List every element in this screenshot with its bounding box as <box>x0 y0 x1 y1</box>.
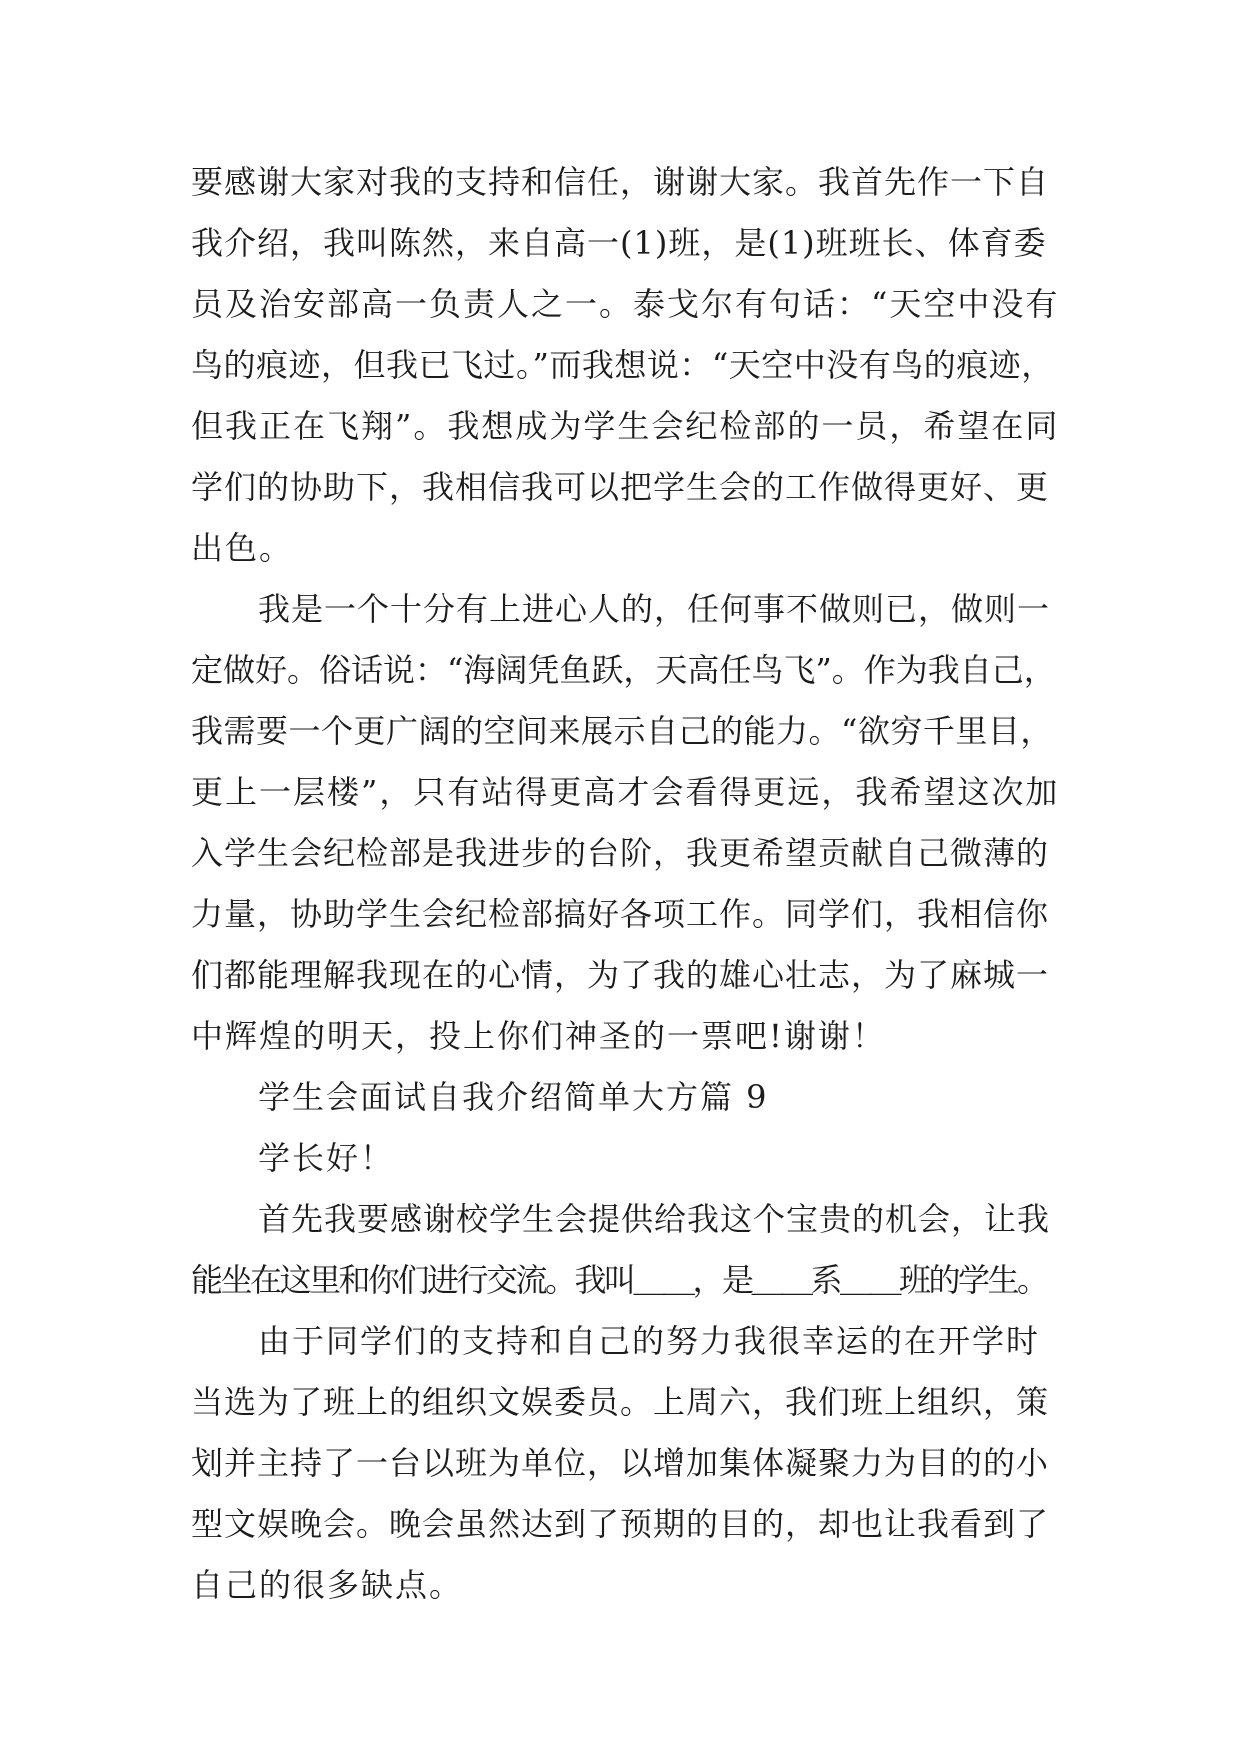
text-line: 当选为了班上的组织文娱委员。上周六，我们班上组织，策 <box>191 1383 1050 1421</box>
text-line: 我介绍，我叫陈然，来自高一(1)班，是(1)班班长、体育委 <box>191 224 1047 262</box>
greeting-line: 学长好！ <box>258 1139 395 1177</box>
text-line: 更上一层楼”，只有站得更高才会看得更远，我希望这次加 <box>191 773 1060 811</box>
text-line: 由于同学们的支持和自己的努力我很幸运的在开学时 <box>258 1322 1041 1360</box>
text-line: 鸟的痕迹，但我已飞过。”而我想说：“天空中没有鸟的痕迹， <box>191 346 1054 384</box>
text-line: 要感谢大家对我的支持和信任，谢谢大家。我首先作一下自 <box>191 163 1050 201</box>
text-line: 我需要一个更广阔的空间来展示自己的能力。“欲穷千里目， <box>191 712 1053 750</box>
text-line: 力量，协助学生会纪检部搞好各项工作。同学们，我相信你 <box>191 895 1050 933</box>
text-line: 但我正在飞翔”。我想成为学生会纪检部的一员，希望在同 <box>191 407 1060 445</box>
text-line: 们都能理解我现在的心情，为了我的雄心壮志，为了麻城一 <box>191 956 1050 994</box>
text-line: 型文娱晚会。晚会虽然达到了预期的目的，却也让我看到了 <box>191 1505 1050 1543</box>
text-line: 学们的协助下，我相信我可以把学生会的工作做得更好、更 <box>191 468 1050 506</box>
text-line: 中辉煌的明天，投上你们神圣的一票吧!谢谢！ <box>191 1017 886 1055</box>
text-line: 定做好。俗话说：“海阔凭鱼跃，天高任鸟飞”。作为我自己， <box>191 651 1056 689</box>
text-line: 员及治安部高一负责人之一。泰戈尔有句话：“天空中没有 <box>191 285 1060 323</box>
text-line: 首先我要感谢校学生会提供给我这个宝贵的机会，让我 <box>258 1200 1051 1238</box>
text-line: 划并主持了一台以班为单位，以增加集体凝聚力为目的的小 <box>191 1444 1050 1482</box>
text-line: 入学生会纪检部是我进步的台阶，我更希望贡献自己微薄的 <box>191 834 1050 872</box>
section-heading: 学生会面试自我介绍简单大方篇 9 <box>258 1078 769 1116</box>
text-line: 出色。 <box>191 529 294 567</box>
text-line: 我是一个十分有上进心人的，任何事不做则已，做则一 <box>258 590 1051 628</box>
text-line: 自己的很多缺点。 <box>191 1566 464 1604</box>
text-line: 能坐在这里和你们进行交流。我叫＿＿，是＿＿系＿＿班的学生。 <box>191 1261 1047 1299</box>
